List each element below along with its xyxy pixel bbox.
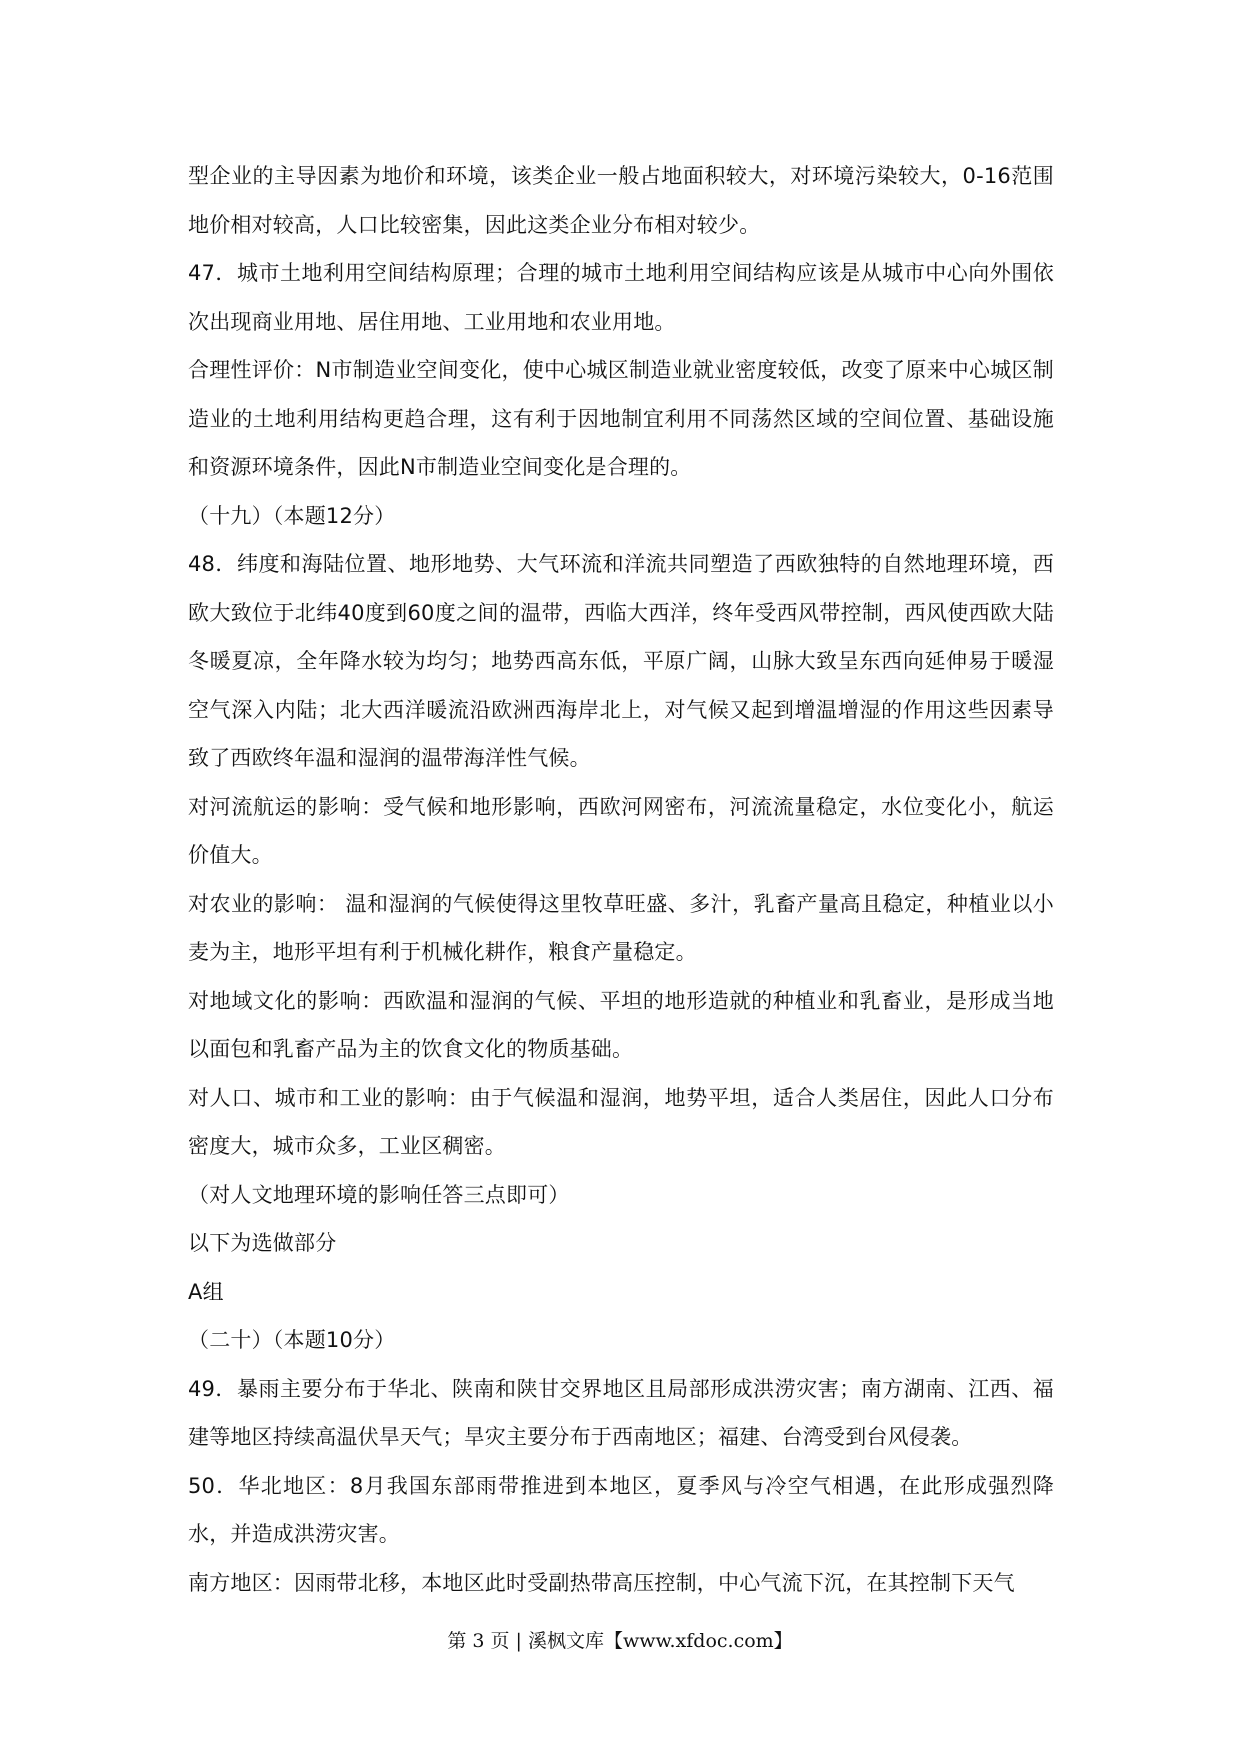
- paragraph-1: 型企业的主导因素为地价和环境，该类企业一般占地面积较大，对环境污染较大，0-16范围地价相对较高，人口比较密集，因此这类企业分布相对较少。: [188, 164, 1054, 237]
- paragraph-river-shipping: 对河流航运的影响：受气候和地形影响，西欧河网密布，河流流量稳定，水位变化小，航运价值大。: [188, 794, 1054, 867]
- paragraph-population-cities-industry: 对人口、城市和工业的影响：由于气候温和湿润，地势平坦，适合人类居住，因此人口分布密度大，城市众多，工业区稠密。: [188, 1085, 1054, 1158]
- paragraph-q48: 48．纬度和海陆位置、地形地势、大气环流和洋流共同塑造了西欧独特的自然地理环境，西欧大致位于北纬40度到60度之间的温带，西临大西洋，终年受西风带控制，西风使西欧大陆冬暖夏凉，全年降水较为均匀；地势西高东低，平原广阔，山脉大致呈东西向延伸易于暖湿空气深入内陆；北大西洋暖流沿欧洲西海岸北上，对气候又起到增温增湿的作用这些因素导致了西欧终年温和湿润的温带海洋性气候。: [188, 552, 1054, 770]
- paragraph-south-region: 南方地区：因雨带北移，本地区此时受副热带高压控制，中心气流下沉，在其控制下天气: [188, 1570, 1015, 1595]
- paragraph-regional-culture: 对地域文化的影响：西欧温和湿润的气候、平坦的地形造就的种植业和乳畜业，是形成当地以面包和乳畜产品为主的饮食文化的物质基础。: [188, 988, 1054, 1061]
- page-footer: 第 3 页 | 溪枫文库【www.xfdoc.com】: [447, 1630, 793, 1652]
- group-a-heading: A组: [188, 1279, 224, 1304]
- paragraph-q47: 47．城市土地利用空间结构原理；合理的城市土地利用空间结构应该是从城市中心向外围依次出现商业用地、居住用地、工业用地和农业用地。: [188, 261, 1054, 334]
- paragraph-evaluation: 合理性评价：N市制造业空间变化，使中心城区制造业就业密度较低，改变了原来中心城区制造业的土地利用结构更趋合理，这有利于因地制宜利用不同荡然区域的空间位置、基础设施和资源环境条件，因此N市制造业空间变化是合理的。: [188, 358, 1054, 479]
- paragraph-agriculture: 对农业的影响： 温和湿润的气候使得这里牧草旺盛、多汁，乳畜产量高且稳定，种植业以小麦为主，地形平坦有利于机械化耕作，粮食产量稳定。: [188, 891, 1054, 964]
- document-body: [188, 152, 1054, 1607]
- section-heading-19: （十九）（本题12分）: [188, 503, 396, 528]
- paragraph-q50: 50．华北地区：8月我国东部雨带推进到本地区，夏季风与冷空气相遇，在此形成强烈降水，并造成洪涝灾害。: [188, 1473, 1054, 1546]
- section-heading-20: （二十）（本题10分）: [188, 1328, 396, 1352]
- paragraph-q49: 49．暴雨主要分布于华北、陕南和陕甘交界地区且局部形成洪涝灾害；南方湖南、江西、福建等地区持续高温伏旱天气；旱灾主要分布于西南地区；福建、台湾受到台风侵袭。: [188, 1376, 1054, 1449]
- paragraph-note: （对人文地理环境的影响任答三点即可）: [188, 1182, 570, 1207]
- paragraph-optional-part: 以下为选做部分: [188, 1231, 337, 1255]
